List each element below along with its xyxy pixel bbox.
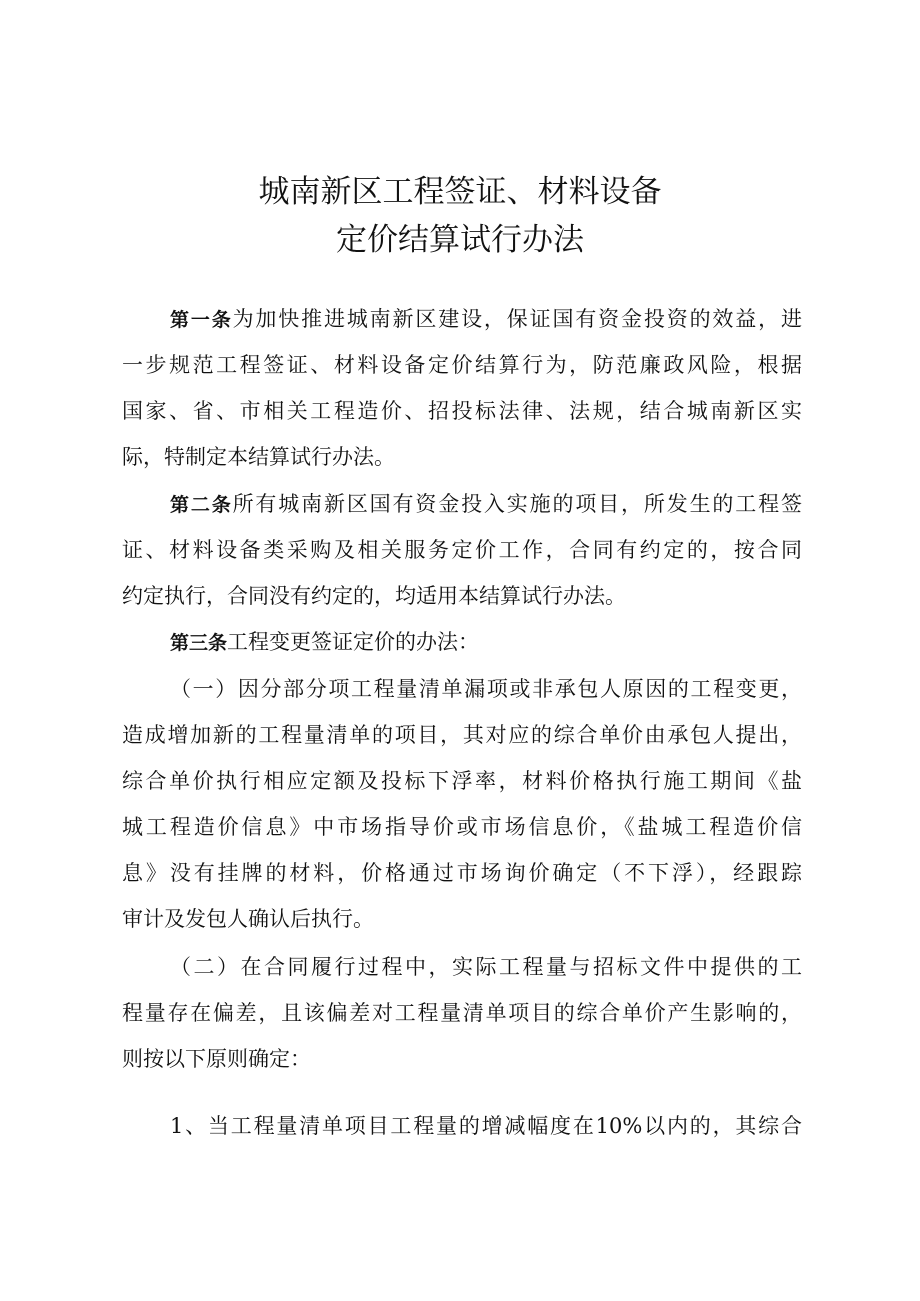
article-2-line-1 <box>170 489 802 519</box>
article-3-text-1: 工程变更签证定价的办法： <box>227 630 480 654</box>
document-title-line-2: 定价结算试行办法 <box>336 222 584 258</box>
article-1-line-2: 一步规范工程签证、材料设备定价结算行为，防范廉政风险，根据 <box>122 353 802 377</box>
clause-1-line-4: 城工程造价信息》中市场指导价或市场信息价，《盐城工程造价信 <box>122 815 802 839</box>
article-2-line-3: 约定执行，合同没有约定的，均适用本结算试行办法。 <box>122 584 626 608</box>
clause-1-line-5: 息》没有挂牌的材料，价格通过市场询价确定（不下浮），经跟踪 <box>122 861 802 885</box>
article-3-line-1 <box>170 627 802 657</box>
clause-1-line-1: （一）因分部分项工程量清单漏项或非承包人原因的工程变更， <box>170 677 802 701</box>
article-2-label: 第二条 <box>170 494 233 516</box>
article-1-line-4: 际，特制定本结算试行办法。 <box>122 445 395 469</box>
article-2-text-1: 所有城南新区国有资金投入实施的项目，所发生的工程签 <box>232 492 802 516</box>
article-1-line-1 <box>170 304 802 334</box>
item-1-line-1: 1、当工程量清单项目工程量的增减幅度在10%以内的，其综合 <box>170 1114 802 1138</box>
clause-1-line-3: 综合单价执行相应定额及投标下浮率，材料价格执行施工期间《盐 <box>122 769 802 793</box>
clause-1-line-6: 审计及发包人确认后执行。 <box>122 907 374 931</box>
article-1-line-3: 国家、省、市相关工程造价、招投标法律、法规，结合城南新区实 <box>122 399 802 423</box>
article-1-label: 第一条 <box>170 309 233 331</box>
clause-2-line-2: 程量存在偏差，且该偏差对工程量清单项目的综合单价产生影响的， <box>122 1001 802 1025</box>
clause-1-line-2: 造成增加新的工程量清单的项目，其对应的综合单价由承包人提出， <box>122 723 802 747</box>
article-1-text-1: 为加快推进城南新区建设，保证国有资金投资的效益，进 <box>232 307 802 331</box>
article-3-label: 第三条 <box>170 632 228 654</box>
clause-2-line-3: 则按以下原则确定： <box>122 1047 311 1071</box>
document-title-line-1: 城南新区工程签证、材料设备 <box>258 174 662 210</box>
article-2-line-2: 证、材料设备类采购及相关服务定价工作，合同有约定的，按合同 <box>122 538 802 562</box>
clause-2-line-1: （二）在合同履行过程中，实际工程量与招标文件中提供的工 <box>170 955 802 979</box>
